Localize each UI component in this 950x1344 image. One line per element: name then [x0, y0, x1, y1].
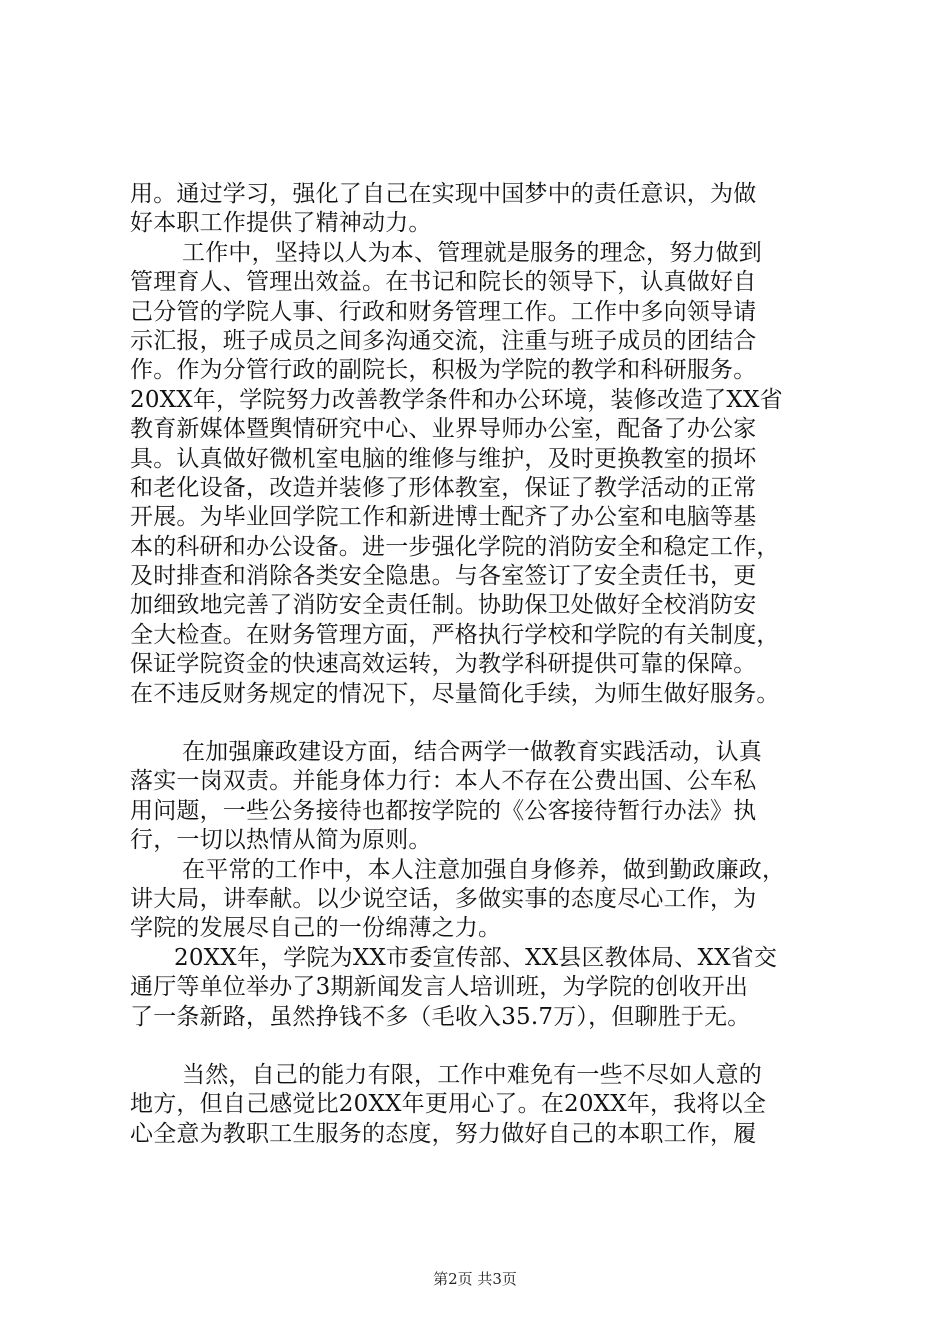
text-line: 作。作为分管行政的副院长，积极为学院的教学和科研服务。	[130, 357, 757, 384]
text-line: 本的科研和办公设备。进一步强化学院的消防安全和稳定工作，	[130, 533, 780, 560]
text-line: 示汇报，班子成员之间多沟通交流，注重与班子成员的团结合	[130, 327, 757, 354]
paragraph-gap	[130, 709, 840, 738]
text-line: 全大检查。在财务管理方面，严格执行学校和学院的有关制度，	[130, 621, 780, 648]
text-line: 具。认真做好微机室电脑的维修与维护，及时更换教室的损坏	[130, 445, 757, 472]
text-line: 己分管的学院人事、行政和财务管理工作。工作中多向领导请	[130, 298, 757, 325]
text-line: 地方，但自己感觉比20XX年更用心了。在20XX年，我将以全	[130, 1091, 767, 1118]
paragraph-self-cultivation	[130, 856, 840, 944]
text-line: 保证学院资金的快速高效运转，为教学科研提供可靠的保障。	[130, 651, 757, 678]
text-line: 及时排查和消除各类安全隐患。与各室签订了安全责任书，更	[130, 563, 757, 590]
text-line: 行，一切以热情从简为原则。	[130, 827, 432, 854]
text-line: 用。通过学习，强化了自己在实现中国梦中的责任意识，为做	[130, 181, 757, 207]
paragraph-conclusion	[130, 1061, 840, 1149]
text-line: 学院的发展尽自己的一份绵薄之力。	[130, 915, 502, 942]
paragraph-integrity	[130, 738, 840, 856]
paragraph-intro-continuation	[130, 180, 840, 239]
text-line: 在平常的工作中，本人注意加强自身修养，做到勤政廉政，	[182, 856, 786, 883]
text-line: 用问题，一些公务接待也都按学院的《公客接待暂行办法》执	[130, 797, 757, 824]
text-line: 20XX年，学院努力改善教学条件和办公环境，装修改造了XX省	[130, 386, 783, 413]
text-line: 在加强廉政建设方面，结合两学一做教育实践活动，认真	[182, 739, 762, 766]
text-line: 落实一岗双责。并能身体力行：本人不存在公费出国、公车私	[130, 768, 757, 795]
text-line: 加细致地完善了消防安全责任制。协助保卫处做好全校消防安	[130, 592, 757, 619]
paragraph-training	[130, 944, 840, 1032]
text-line: 和老化设备，改造并装修了形体教室，保证了教学活动的正常	[130, 474, 757, 501]
text-line: 教育新媒体暨舆情研究中心、业界导师办公室，配备了办公家	[130, 416, 757, 443]
text-line: 当然，自己的能力有限，工作中难免有一些不尽如人意的	[182, 1061, 762, 1088]
text-line: 心全意为教职工生服务的态度，努力做好自己的本职工作，履	[130, 1120, 757, 1147]
text-line: 通厅等单位举办了3期新闻发言人培训班，为学院的创收开出	[130, 974, 749, 1001]
text-line: 开展。为毕业回学院工作和新进博士配齐了办公室和电脑等基	[130, 504, 757, 531]
paragraph-management-work	[130, 239, 840, 709]
document-body	[130, 180, 840, 1149]
text-line: 讲大局，讲奉献。以少说空话，多做实事的态度尽心工作，为	[130, 885, 757, 912]
text-line: 工作中，坚持以人为本、管理就是服务的理念，努力做到	[182, 239, 762, 266]
page-footer: 第2页 共3页	[433, 1270, 517, 1288]
text-line: 在不违反财务规定的情况下，尽量简化手续，为师生做好服务。	[130, 680, 780, 707]
text-line: 了一条新路，虽然挣钱不多（毛收入35.7万），但聊胜于无。	[130, 1003, 751, 1030]
text-line: 20XX年，学院为XX市委宣传部、XX县区教体局、XX省交	[174, 944, 778, 971]
text-line: 好本职工作提供了精神动力。	[130, 210, 432, 237]
text-line: 管理育人、管理出效益。在书记和院长的领导下，认真做好自	[130, 269, 757, 296]
paragraph-gap	[130, 1032, 840, 1061]
